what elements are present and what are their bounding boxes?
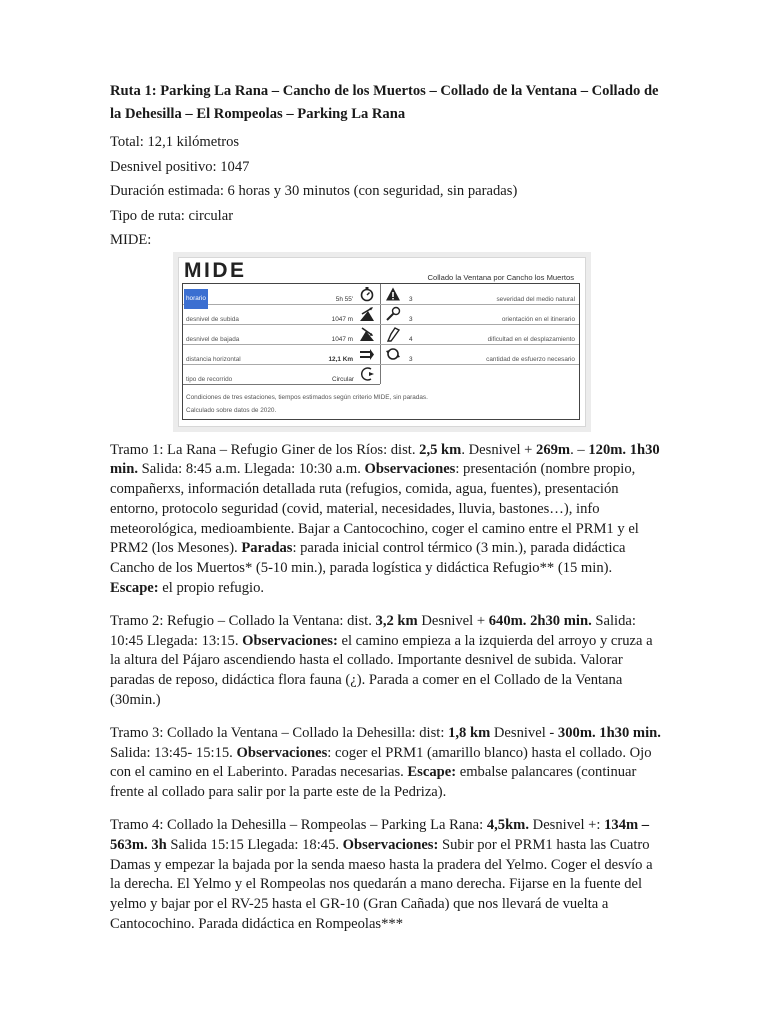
tramo-1-paradas: : parada inicial control térmico (3 min.), parada didáctica Cancho de los Muertos* (5-10 min.), parada logística y didáctica Refugio** (15 min). [110, 540, 626, 577]
mide-row-score: 3 [409, 355, 413, 363]
mide-route-name: Collado la Ventana por Cancho los Muertos [427, 272, 574, 282]
circular-route-icon [359, 366, 375, 382]
tramo-3-observaciones: : coger el PRM1 (amarillo blanco) hasta el collado. Ojo con el camino en el Laberinto. Paradas necesarias. [110, 744, 652, 781]
tramo-3-text: Tramo 3: Collado la Ventana – Collado la Dehesilla: dist: [110, 724, 449, 741]
tramo-3-observaciones-label: Observaciones [236, 744, 328, 761]
tramo-3-escape-label: Escape: [407, 764, 457, 781]
mide-row-label: horario [184, 289, 208, 309]
tramo-1-observaciones: : presentación (nombre propio, compañerxs, información detallada ruta (refugios, comida, agua, fuentes), presentación entorno, protocolo seguridad (covid, material, necesidades, lluvia, bastones…), info meteorológica, medioambiente. Bajar a Cantocochino, coger el camino entre el PRM1 y el PRM2 (los Mesones). [110, 461, 639, 557]
tramo-4-observaciones: Subir por el PRM1 hasta las Cuatro Damas y empezar la bajada por la senda maeso hasta la pradera del Yelmo. Coger el desvío a la derecha. El Yelmo y el Rompeolas nos quedarán a mano derecha. Fijarse en la fuente del yelmo y bajar por el RV-25 hasta el GR-10 (Gran Cañada) que nos llevará de vuelta a Cantocochino. Parada didáctica en Rompeolas*** [110, 836, 653, 933]
mide-table [182, 283, 580, 420]
mide-row-description: severidad del medio natural [496, 295, 575, 303]
mide-row-tipo [183, 364, 380, 385]
total-distance: Total: 12,1 kilómetros [110, 134, 240, 150]
mide-note-conditions: Condiciones de tres estaciones, tiempos estimados según criterio MIDE, sin paradas. [186, 393, 428, 401]
tramo-1-descent-time: 120m. 1h30 min. [110, 441, 660, 478]
tramo-4-distance: 4,5km. [486, 817, 529, 834]
document-page [110, 80, 662, 948]
tramo-1 [110, 441, 662, 599]
tramo-4-elevation-time: 134m – 563m. 3h [110, 817, 650, 853]
tramo-1-ascent: 269m [536, 441, 571, 458]
mide-row-label: desnivel de bajada [186, 335, 240, 343]
effort-icon [385, 346, 401, 362]
mide-row-label: desnivel de subida [186, 315, 239, 323]
ascent-icon [359, 306, 375, 322]
tramo-1-distance: 2,5 km [419, 441, 462, 458]
tramo-1-text: Tramo 1: La Rana – Refugio Giner de los Ríos: dist. [110, 441, 420, 458]
tramo-4-observaciones-label: Observaciones: [342, 836, 439, 853]
tramo-4-text: Desnivel +: [529, 817, 605, 834]
tramo-2-text: Tramo 2: Refugio – Collado la Ventana: dist. [110, 612, 376, 629]
tramo-4-text: Tramo 4: Collado la Dehesilla – Rompeolas – Parking La Rana: [110, 817, 487, 834]
tramo-4-schedule: Salida 15:15 Llegada: 18:45. [166, 836, 343, 853]
tramo-2-ascent-time: 640m. 2h30 min. [488, 612, 592, 629]
mide-row-description: cantidad de esfuerzo necesario [486, 355, 575, 363]
descent-icon [359, 326, 375, 342]
mide-notes [186, 391, 428, 417]
boot-icon [385, 326, 401, 342]
tramo-1-schedule: Salida: 8:45 a.m. Llegada: 10:30 a.m. [137, 461, 365, 478]
mide-row-desnivel-subida [183, 304, 579, 325]
tramo-2-schedule: Salida: 10:45 Llegada: 13:15. [110, 612, 636, 649]
warning-icon [385, 286, 401, 302]
mide-row-score: 3 [409, 295, 413, 303]
estimated-duration: Duración estimada: 6 horas y 30 minutos (con seguridad, sin paradas) [110, 183, 518, 199]
elevation-gain: Desnivel positivo: 1047 [110, 158, 250, 175]
mide-row-value: 1047 m [331, 315, 353, 323]
tramo-3-descent-time: 300m. 1h30 min. [557, 724, 661, 741]
mide-row-score: 3 [409, 315, 413, 323]
mide-logo: MIDE [184, 258, 247, 282]
mide-row-value: 1047 m [331, 335, 353, 343]
mide-row-description: dificultad en el desplazamiento [487, 335, 575, 343]
mide-row-value: 5h 55' [335, 295, 353, 303]
tramo-4 [110, 816, 662, 935]
tramo-2-observaciones-label: Observaciones: [242, 632, 338, 649]
mide-row-value: 12,1 Km [328, 355, 353, 363]
tramo-3-escape: embalse palancares (continuar frente al collado para salir por la parte este de la Pedriza). [110, 764, 637, 801]
tramo-3-distance: 1,8 km [448, 724, 491, 741]
tramo-1-paradas-label: Paradas [241, 540, 293, 557]
tramo-2-text: Desnivel + [417, 612, 489, 629]
mide-row-value: Circular [331, 375, 354, 383]
tramo-2-distance: 3,2 km [375, 612, 418, 629]
mide-row-label: tipo de recorrido [186, 375, 233, 383]
mide-note-calculated: Calculado sobre datos de 2020. [186, 406, 277, 414]
mide-row-distancia [183, 344, 579, 365]
compass-icon [385, 306, 401, 322]
route-title: Ruta 1: Parking La Rana – Cancho de los Muertos – Collado de la Ventana – Collado de la Dehesilla – El Rompeolas – Parking La Rana [110, 83, 659, 122]
mide-row-horario [183, 284, 579, 305]
tramo-1-observaciones-label: Observaciones [364, 461, 456, 478]
tramo-1-escape-label: Escape: [110, 580, 159, 597]
mide-row-label: distancia horizontal [186, 355, 241, 363]
tramo-3 [110, 724, 662, 803]
mide-label: MIDE: [110, 232, 152, 248]
mide-card [178, 257, 586, 427]
tramo-2 [110, 612, 662, 711]
tramo-3-schedule: Salida: 13:45- 15:15. [110, 744, 237, 761]
mide-row-description: orientación en el itinerario [501, 315, 575, 323]
tramo-1-text: . – [570, 441, 589, 458]
distance-icon [359, 346, 375, 362]
route-summary [110, 130, 662, 253]
stopwatch-icon [359, 286, 375, 302]
tramo-2-observaciones: el camino empieza a la izquierda del arroyo y cruza a la altura del Pájaro ascendiendo hasta el collado. Importante desnivel de subida. Valorar paradas de reposo, didáctica flora fauna (¿). Parada a comer en el Collado de la Ventana (30min.) [110, 632, 653, 709]
mide-row-score: 4 [409, 335, 413, 343]
tramo-1-text: . Desnivel + [461, 441, 537, 458]
route-type: Tipo de ruta: circular [110, 207, 234, 224]
tramo-3-text: Desnivel - [490, 724, 558, 741]
mide-row-desnivel-bajada [183, 324, 579, 345]
tramo-1-escape: el propio refugio. [158, 580, 265, 597]
